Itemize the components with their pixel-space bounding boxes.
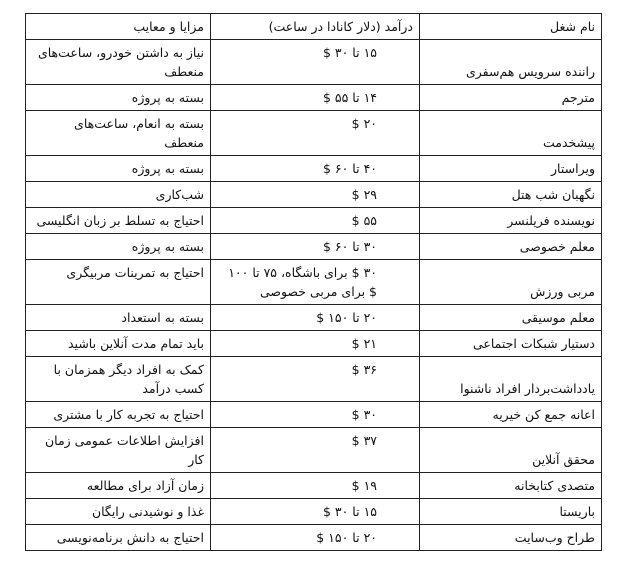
income-cell: ۳۰ تا ۶۰ $ (211, 234, 420, 260)
income-cell: ۵۵ $ (211, 208, 420, 234)
table-row (26, 402, 602, 428)
job-cell: معلم خصوصی (420, 234, 602, 260)
income-cell: ۳۰ $ برای باشگاه، ۷۵ تا ۱۰۰ $ برای مربی خصوصی (211, 260, 420, 305)
table-row (26, 111, 602, 156)
jobs-table-container (25, 13, 601, 551)
table-row (26, 357, 602, 402)
table-row (26, 428, 602, 473)
pros-cons-cell: بسته به انعام، ساعت‌های منعطف (26, 111, 211, 156)
header-pros-cons: مزایا و معایب (26, 14, 211, 40)
pros-cons-cell: کمک به افراد دیگر همزمان با کسب درآمد (26, 357, 211, 402)
jobs-table (25, 13, 602, 551)
pros-cons-cell: باید تمام مدت آنلاین باشید (26, 331, 211, 357)
job-cell: باریستا (420, 499, 602, 525)
pros-cons-cell: بسته به پروژه (26, 156, 211, 182)
job-cell: مربی ورزش (420, 260, 602, 305)
pros-cons-cell: شب‌کاری (26, 182, 211, 208)
table-row (26, 156, 602, 182)
job-cell: متصدی کتابخانه (420, 473, 602, 499)
income-cell: ۱۹ $ (211, 473, 420, 499)
income-cell: ۱۵ تا ۳۰ $ (211, 499, 420, 525)
pros-cons-cell: احتیاج به دانش برنامه‌نویسی (26, 525, 211, 551)
income-cell: ۳۷ $ (211, 428, 420, 473)
table-row (26, 40, 602, 85)
income-cell: ۲۰ $ (211, 111, 420, 156)
table-row (26, 260, 602, 305)
pros-cons-cell: بسته به استعداد (26, 305, 211, 331)
pros-cons-cell: افزایش اطلاعات عمومی زمان کار (26, 428, 211, 473)
pros-cons-cell: نیاز به داشتن خودرو، ساعت‌های منعطف (26, 40, 211, 85)
job-cell: نگهبان شب هتل (420, 182, 602, 208)
table-row (26, 234, 602, 260)
income-cell: ۲۱ $ (211, 331, 420, 357)
income-cell: ۱۵ تا ۳۰ $ (211, 40, 420, 85)
table-row (26, 525, 602, 551)
income-cell: ۴۰ تا ۶۰ $ (211, 156, 420, 182)
job-cell: راننده سرویس هم‌سفری (420, 40, 602, 85)
table-row (26, 473, 602, 499)
income-cell: ۱۴ تا ۵۵ $ (211, 85, 420, 111)
table-row (26, 331, 602, 357)
job-cell: محقق آنلاین (420, 428, 602, 473)
pros-cons-cell: احتیاج به تمرینات مربیگری (26, 260, 211, 305)
income-cell: ۳۶ $ (211, 357, 420, 402)
job-cell: طراح وب‌سایت (420, 525, 602, 551)
job-cell: دستیار شبکات اجتماعی (420, 331, 602, 357)
table-row (26, 208, 602, 234)
income-cell: ۳۰ $ (211, 402, 420, 428)
table-row (26, 305, 602, 331)
pros-cons-cell: بسته به پروژه (26, 234, 211, 260)
job-cell: یادداشت‌بردار افراد ناشنوا (420, 357, 602, 402)
table-header-row (26, 14, 602, 40)
job-cell: معلم موسیقی (420, 305, 602, 331)
table-body (26, 40, 602, 551)
pros-cons-cell: بسته به پروژه (26, 85, 211, 111)
pros-cons-cell: غذا و نوشیدنی رایگان (26, 499, 211, 525)
job-cell: اعانه جمع کن خیریه (420, 402, 602, 428)
pros-cons-cell: احتیاج به تجربه کار با مشتری (26, 402, 211, 428)
table-row (26, 85, 602, 111)
table-row (26, 182, 602, 208)
header-job: نام شغل (420, 14, 602, 40)
table-row (26, 499, 602, 525)
job-cell: پیشخدمت (420, 111, 602, 156)
job-cell: مترجم (420, 85, 602, 111)
income-cell: ۲۰ تا ۱۵۰ $ (211, 525, 420, 551)
job-cell: ویراستار (420, 156, 602, 182)
income-cell: ۲۰ تا ۱۵۰ $ (211, 305, 420, 331)
header-income: درآمد (دلار کانادا در ساعت) (211, 14, 420, 40)
job-cell: نویسنده فریلنسر (420, 208, 602, 234)
pros-cons-cell: احتیاج به تسلط بر زبان انگلیسی (26, 208, 211, 234)
pros-cons-cell: زمان آزاد برای مطالعه (26, 473, 211, 499)
income-cell: ۲۹ $ (211, 182, 420, 208)
